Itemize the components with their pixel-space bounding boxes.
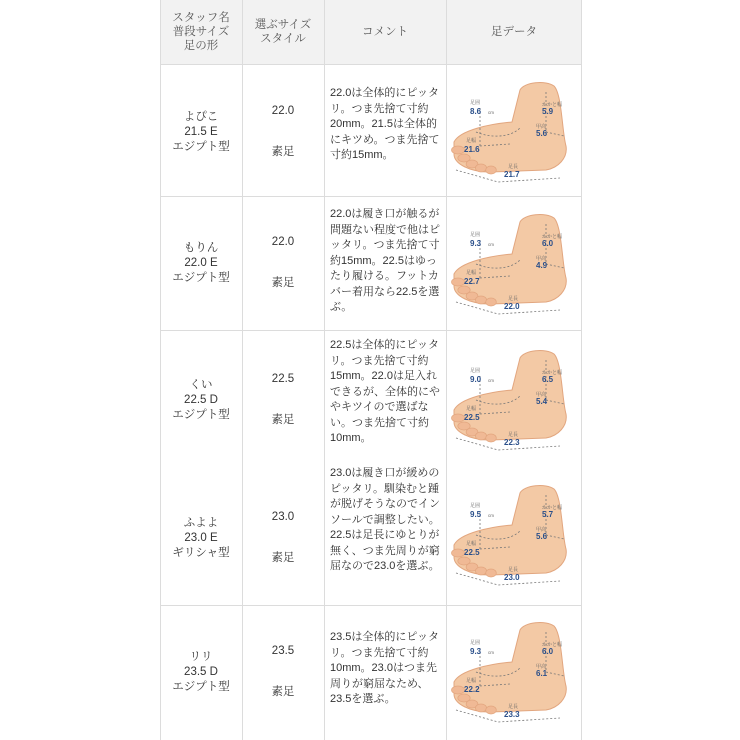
value-instep: 5.6 — [536, 129, 548, 138]
row-comment: 23.0は履き口が緩めのピッタリ。馴染むと踵が脱げそうなのでインソールで調整したい。22.5は足長にゆとりが無く、つま先周りが窮屈なので23.0を選ぶ。 — [330, 467, 440, 572]
row-comment: 22.5は全体的にピッタリ。つま先捨て寸約15mm。22.0は足入れできるが、全体的にややキツイので選ばない。つま先捨て寸約10mm。 — [330, 339, 440, 444]
label-instep: 甲高 — [536, 527, 547, 533]
header-size: 選ぶサイズ スタイル — [254, 19, 312, 45]
label-heel-width: かかと幅 — [542, 505, 563, 511]
row-staff: くい 22.5 D エジプト型 — [172, 378, 230, 421]
value-length: 21.7 — [504, 170, 520, 179]
label-instep: 甲高 — [536, 664, 547, 670]
label-heel-width: かかと幅 — [542, 234, 563, 240]
style: 素足 — [271, 146, 295, 158]
foot-illustration — [450, 72, 578, 190]
toe-shape — [486, 298, 497, 306]
value-instep: 4.9 — [536, 261, 548, 270]
toe-shape — [486, 569, 497, 577]
row-size — [242, 612, 324, 732]
foot-illustration — [450, 204, 578, 322]
label-length: 足長 — [508, 567, 519, 573]
header-data: 足データ — [491, 26, 537, 38]
label-heel-width: かかと幅 — [542, 370, 563, 376]
label-kou: 足囲 — [470, 503, 481, 509]
toe-shape — [475, 567, 486, 575]
toe-shape — [486, 706, 497, 714]
toe-shape — [475, 296, 486, 304]
unit: cm — [488, 513, 494, 518]
row-staff: リリ 23.5 D エジプト型 — [172, 650, 230, 693]
style: 素足 — [271, 414, 295, 426]
chosen-size: 23.5 — [271, 645, 295, 657]
toe-shape — [452, 549, 465, 557]
foot-illustration — [450, 475, 578, 593]
value-width: 22.5 — [464, 413, 480, 422]
label-instep: 甲高 — [536, 256, 547, 262]
value-heel-width: 5.7 — [542, 510, 554, 519]
style: 素足 — [271, 277, 295, 289]
toe-shape — [486, 166, 497, 174]
label-instep: 甲高 — [536, 124, 547, 130]
foot-illustration — [450, 612, 578, 730]
unit: cm — [488, 110, 494, 115]
row-comment: 22.0は全体的にピッタリ。つま先捨て寸約20mm。21.5は全体的にキツめ。つま先捨て寸約15mm。 — [330, 87, 440, 161]
value-width: 22.5 — [464, 548, 480, 557]
foot-shape — [454, 623, 566, 712]
label-length: 足長 — [508, 432, 519, 438]
value-instep: 5.4 — [536, 397, 548, 406]
row-staff: もりん 22.0 E エジプト型 — [172, 241, 230, 284]
value-kou: 9.3 — [470, 239, 482, 248]
label-width: 足幅 — [466, 678, 477, 684]
label-length: 足長 — [508, 704, 519, 710]
foot-shape — [454, 215, 566, 304]
value-width: 22.7 — [464, 277, 480, 286]
row-size — [242, 340, 324, 460]
row-staff: よぴこ 21.5 E エジプト型 — [172, 110, 230, 153]
header-comment: コメント — [362, 26, 408, 38]
label-heel-width: かかと幅 — [542, 102, 563, 108]
foot-data — [450, 204, 578, 322]
value-kou: 9.3 — [470, 647, 482, 656]
toe-shape — [452, 414, 465, 422]
value-instep: 6.1 — [536, 669, 548, 678]
chosen-size: 22.0 — [271, 236, 295, 248]
label-length: 足長 — [508, 296, 519, 302]
label-length: 足長 — [508, 164, 519, 170]
chosen-size: 23.0 — [271, 511, 295, 523]
label-heel-width: かかと幅 — [542, 642, 563, 648]
unit: cm — [488, 650, 494, 655]
value-length: 23.3 — [504, 710, 520, 719]
value-kou: 9.0 — [470, 375, 482, 384]
unit: cm — [488, 242, 494, 247]
row-staff: ふよよ 23.0 E ギリシャ型 — [172, 516, 230, 559]
value-length: 22.3 — [504, 438, 520, 447]
value-kou: 8.6 — [470, 107, 482, 116]
foot-data — [450, 340, 578, 458]
label-kou: 足囲 — [470, 640, 481, 646]
label-width: 足幅 — [466, 406, 477, 412]
toe-shape — [452, 686, 465, 694]
toe-shape — [486, 434, 497, 442]
foot-data — [450, 72, 578, 190]
foot-shape — [454, 351, 566, 440]
foot-shape — [454, 83, 566, 172]
value-width: 22.2 — [464, 685, 480, 694]
toe-shape — [452, 146, 465, 154]
style: 素足 — [271, 552, 295, 564]
label-kou: 足囲 — [470, 232, 481, 238]
row-size — [242, 203, 324, 323]
label-instep: 甲高 — [536, 392, 547, 398]
value-heel-width: 6.0 — [542, 239, 554, 248]
row-comment: 23.5は全体的にピッタリ。つま先捨て寸約10mm。23.0はつま先周りが窮屈なため、23.5を選ぶ。 — [330, 631, 439, 705]
value-instep: 5.6 — [536, 532, 548, 541]
row-size — [242, 478, 324, 598]
header-staff: スタッフ名 普段サイズ 足の形 — [172, 12, 230, 52]
value-heel-width: 6.5 — [542, 375, 554, 384]
label-width: 足幅 — [466, 270, 477, 276]
value-kou: 9.5 — [470, 510, 482, 519]
style: 素足 — [271, 686, 295, 698]
value-length: 23.0 — [504, 573, 520, 582]
chosen-size: 22.0 — [271, 105, 295, 117]
value-width: 21.6 — [464, 145, 480, 154]
unit: cm — [488, 378, 494, 383]
row-size — [242, 72, 324, 192]
label-width: 足幅 — [466, 138, 477, 144]
size-comparison-table — [160, 0, 582, 740]
value-heel-width: 5.9 — [542, 107, 554, 116]
toe-shape — [452, 278, 465, 286]
chosen-size: 22.5 — [271, 373, 295, 385]
label-kou: 足囲 — [470, 100, 481, 106]
row-comment: 22.0は履き口が触るが問題ない程度で他はピッタリ。つま先捨て寸約15mm。22.5はゆったり履ける。フットカバー着用なら22.5を選ぶ。 — [330, 208, 440, 313]
foot-illustration — [450, 340, 578, 458]
foot-shape — [454, 486, 566, 575]
label-kou: 足囲 — [470, 368, 481, 374]
toe-shape — [475, 164, 486, 172]
toe-shape — [475, 432, 486, 440]
foot-data — [450, 612, 578, 730]
value-heel-width: 6.0 — [542, 647, 554, 656]
foot-data — [450, 475, 578, 593]
value-length: 22.0 — [504, 302, 520, 311]
toe-shape — [475, 704, 486, 712]
label-width: 足幅 — [466, 541, 477, 547]
